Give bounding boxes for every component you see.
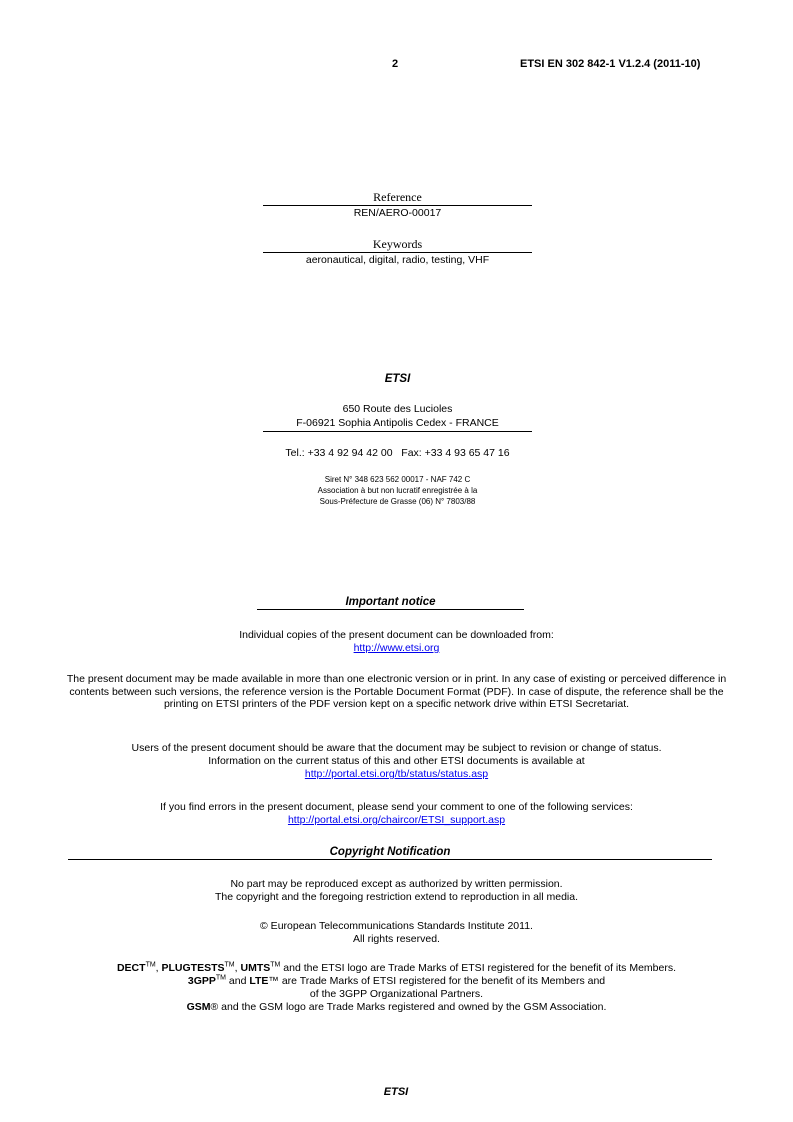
page-number: 2 xyxy=(392,58,399,70)
trademarks-line4: GSM® and the GSM logo are Trade Marks registered and owned by the GSM Association. xyxy=(186,1001,607,1013)
copyright-line1: No part may be reproduced except as authorized by written permission. xyxy=(230,878,563,890)
reference-value: REN/AERO-00017 xyxy=(353,207,442,219)
tm-lte: LTE xyxy=(249,975,269,987)
address-line1: 650 Route des Lucioles xyxy=(342,403,453,415)
keywords-value: aeronautical, digital, radio, testing, VHF xyxy=(305,254,490,266)
copyright-title: Copyright Notification xyxy=(68,846,712,860)
notice-revision-text: Users of the present document should be aware that the document may be subject to revision or change of status. xyxy=(131,742,662,754)
support-link[interactable]: http://portal.etsi.org/chaircor/ETSI_support.asp xyxy=(287,814,506,826)
status-link[interactable]: http://portal.etsi.org/tb/status/status.asp xyxy=(304,768,489,780)
tm-plugtests: PLUGTESTS xyxy=(161,962,225,974)
address-line2: F-06921 Sophia Antipolis Cedex - FRANCE xyxy=(263,417,532,432)
etsi-website-link[interactable]: http://www.etsi.org xyxy=(353,642,440,654)
prefecture: Sous-Préfecture de Grasse (06) N° 7803/88 xyxy=(319,497,476,506)
trademarks-line2: 3GPP™ and LTE™ are Trade Marks of ETSI registered for the benefit of its Members and xyxy=(187,974,606,987)
trademarks-line1: DECT™, PLUGTESTS™, UMTS™ and the ETSI logo are Trade Marks of ETSI registered for the benefit of its Members. xyxy=(116,961,677,974)
important-notice-title: Important notice xyxy=(257,596,524,610)
tm-dect: DECT xyxy=(116,962,146,974)
footer-etsi: ETSI xyxy=(383,1086,409,1098)
keywords-label: Keywords xyxy=(263,237,532,253)
copyright-line3: © European Telecommunications Standards Institute 2011. xyxy=(260,920,533,932)
notice-versions-paragraph: The present document may be made available in more than one electronic version or in print. In any case of existing or perceived difference in contents between such versions, the reference version is the Portable Document Format (PDF). In case of dispute, the reference shall be the printing on ETSI printers of the PDF version kept on a specific network drive within ETSI Secretariat. xyxy=(66,673,727,710)
tm-3gpp: 3GPP xyxy=(187,975,216,987)
tm-gsm: GSM xyxy=(186,1001,211,1013)
notice-download-text: Individual copies of the present document can be downloaded from: xyxy=(239,629,554,641)
association: Association à but non lucratif enregistrée à la xyxy=(317,486,478,495)
copyright-line2: The copyright and the foregoing restriction extend to reproduction in all media. xyxy=(214,891,579,903)
copyright-line4: All rights reserved. xyxy=(353,933,440,945)
phone-fax: Tel.: +33 4 92 94 42 00 Fax: +33 4 93 65 47 16 xyxy=(285,447,510,459)
tm-umts: UMTS xyxy=(240,962,271,974)
org-name: ETSI xyxy=(384,373,411,385)
reference-label: Reference xyxy=(263,190,532,206)
notice-status-text: Information on the current status of this and other ETSI documents is available at xyxy=(208,755,585,767)
document-id: ETSI EN 302 842-1 V1.2.4 (2011-10) xyxy=(520,58,701,70)
trademarks-line3: of the 3GPP Organizational Partners. xyxy=(309,988,484,1000)
notice-errors-text: If you find errors in the present document, please send your comment to one of the following services: xyxy=(160,801,633,813)
siret: Siret N° 348 623 562 00017 - NAF 742 C xyxy=(324,475,471,484)
